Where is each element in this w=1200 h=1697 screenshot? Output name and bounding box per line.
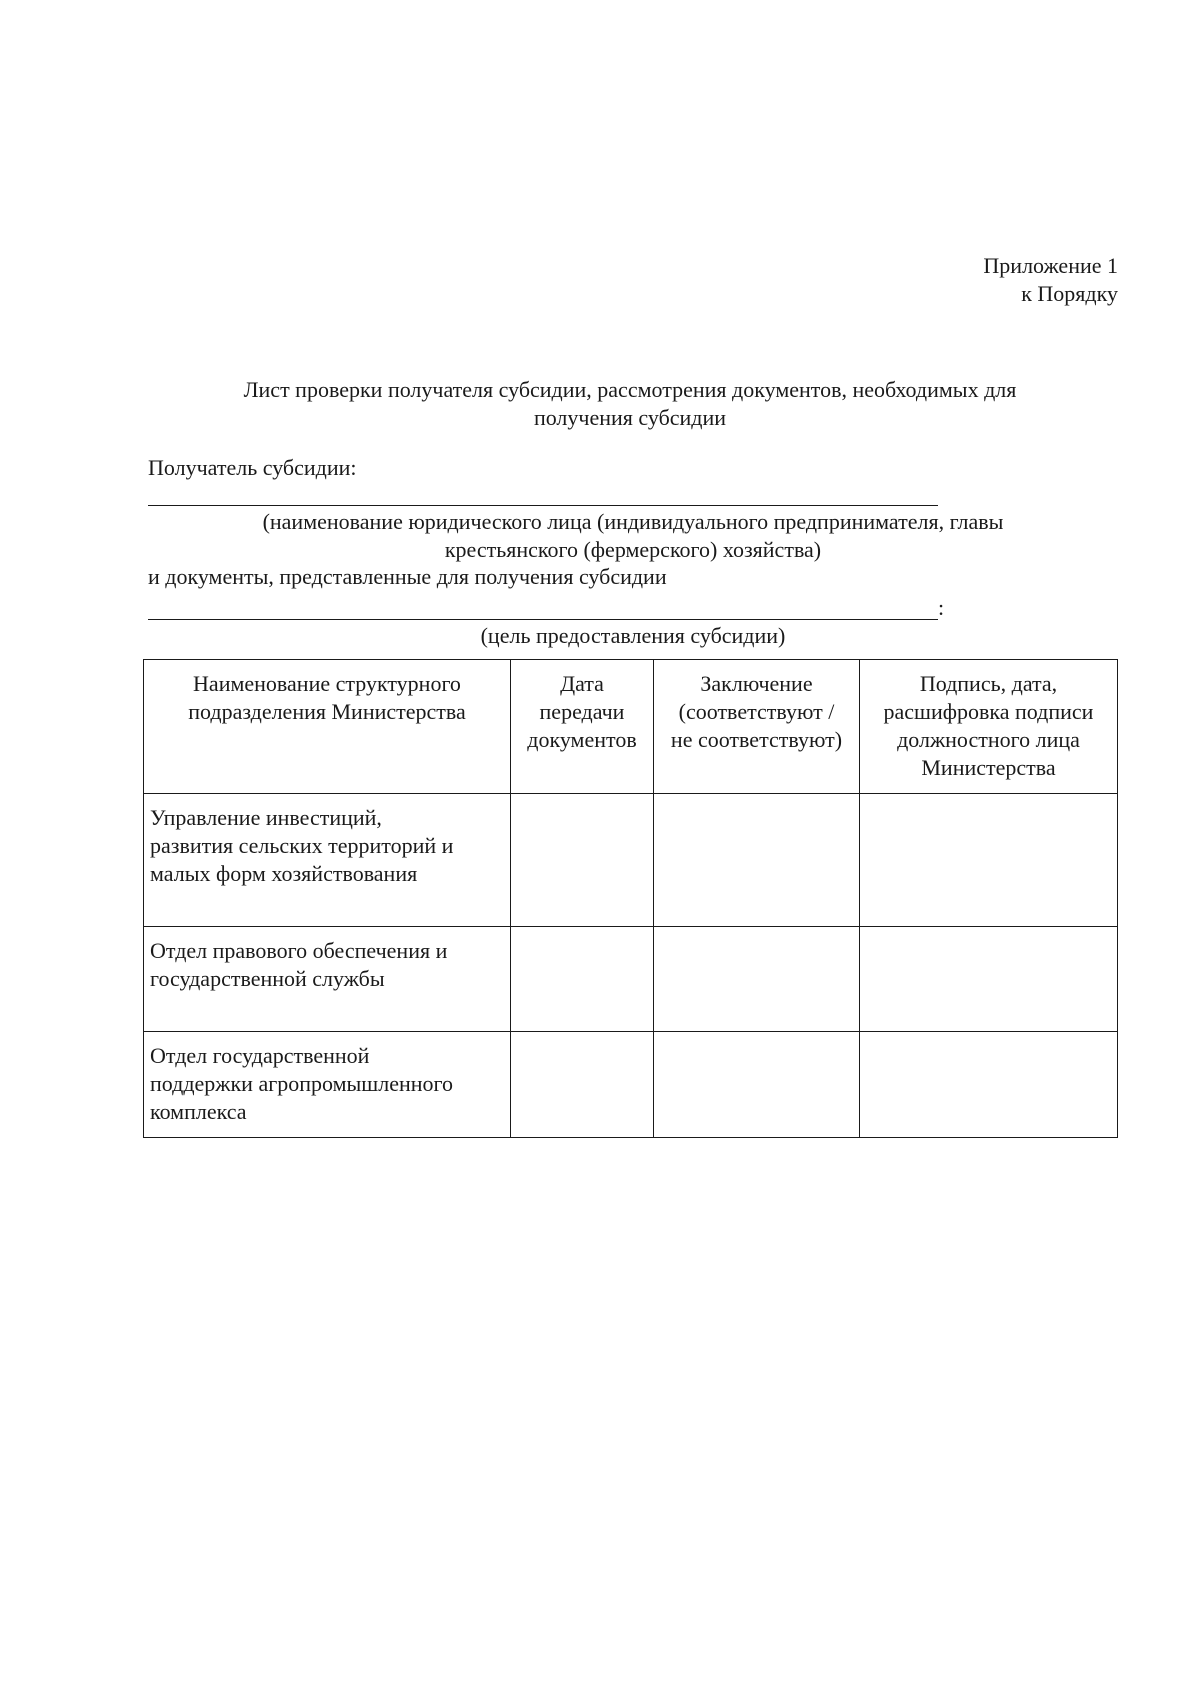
department-cell: Отдел правового обеспечения и государственной службы xyxy=(144,927,511,1032)
conclusion-cell[interactable] xyxy=(654,927,860,1032)
transfer-date-cell[interactable] xyxy=(511,1032,654,1138)
documents-label: и документы, представленные для получения субсидии xyxy=(148,564,667,589)
table-row xyxy=(144,794,1118,927)
appendix-line-1: Приложение 1 xyxy=(983,253,1118,278)
recipient-hint xyxy=(148,508,1118,564)
purpose-colon: : xyxy=(938,595,945,620)
transfer-date-cell[interactable] xyxy=(511,927,654,1032)
appendix-reference xyxy=(983,252,1118,308)
recipient-fill-line xyxy=(148,505,938,506)
table-row xyxy=(144,927,1118,1032)
signature-cell[interactable] xyxy=(860,927,1118,1032)
conclusion-cell[interactable] xyxy=(654,1032,860,1138)
table-header-row xyxy=(144,660,1118,794)
table-row xyxy=(144,1032,1118,1138)
check-table xyxy=(143,659,1118,1138)
conclusion-cell[interactable] xyxy=(654,794,860,927)
signature-cell[interactable] xyxy=(860,794,1118,927)
document-title xyxy=(145,376,1115,432)
department-cell: Отдел государственной поддержки агропромышленного комплекса xyxy=(144,1032,511,1138)
header-signature: Подпись, дата, расшифровка подписи должностного лица Министерства xyxy=(860,660,1118,794)
transfer-date-cell[interactable] xyxy=(511,794,654,927)
recipient-label: Получатель субсидии: xyxy=(148,455,357,480)
header-conclusion: Заключение (соответствуют / не соответствуют) xyxy=(654,660,860,794)
signature-cell[interactable] xyxy=(860,1032,1118,1138)
purpose-fill-line xyxy=(148,619,938,620)
header-transfer-date: Дата передачи документов xyxy=(511,660,654,794)
appendix-line-2: к Порядку xyxy=(1021,281,1118,306)
title-line-2: получения субсидии xyxy=(533,405,727,430)
recipient-hint-line-2: крестьянского (фермерского) хозяйства) xyxy=(444,537,822,562)
recipient-hint-line-1: (наименование юридического лица (индивидуального предпринимателя, главы xyxy=(262,509,1004,534)
title-line-1: Лист проверки получателя субсидии, рассмотрения документов, необходимых для xyxy=(243,377,1017,402)
header-department: Наименование структурного подразделения Министерства xyxy=(144,660,511,794)
department-cell: Управление инвестиций, развития сельских территорий и малых форм хозяйствования xyxy=(144,794,511,927)
purpose-hint: (цель предоставления субсидии) xyxy=(480,623,786,648)
